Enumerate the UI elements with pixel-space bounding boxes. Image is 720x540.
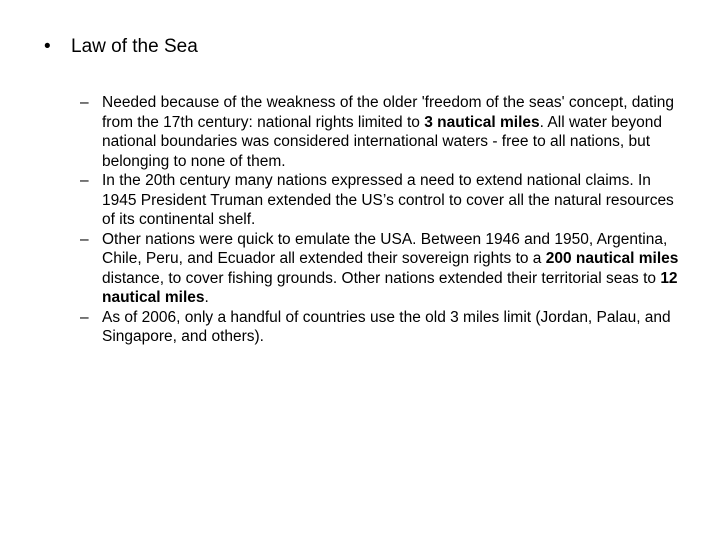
list-item bbox=[80, 171, 680, 230]
item-segment: distance, to cover fishing grounds. Other nations extended their territorial seas to bbox=[102, 269, 661, 287]
item-segment-bold: 3 nautical miles bbox=[424, 113, 540, 131]
bullet-dot: • bbox=[44, 36, 51, 57]
item-segment-bold: 12 nautical miles bbox=[102, 269, 678, 306]
dash-bullet: – bbox=[80, 230, 89, 248]
sub-bullet-list bbox=[80, 93, 680, 347]
list-item bbox=[80, 230, 680, 308]
item-segment-bold: 200 nautical miles bbox=[545, 250, 679, 267]
dash-bullet: – bbox=[80, 94, 89, 111]
item-segment: Needed because of the weakness of the older 'freedom of the seas' concept, dating from the 17th century: national rights limited to bbox=[102, 94, 675, 131]
list-item bbox=[80, 308, 680, 347]
dash-bullet: – bbox=[80, 308, 89, 326]
item-segment: As of 2006, only a handful of countries use the old 3 miles limit (Jordan, Palau, and Singapore, and others). bbox=[102, 308, 671, 345]
item-segment: In the 20th century many nations expressed a need to extend national claims. In 1945 President Truman extended the US’s control to cover all the natural resources of its continental shelf. bbox=[102, 172, 674, 228]
item-segment: . All water beyond national boundaries was considered international waters - free to all nations, but belonging to none of them. bbox=[102, 113, 663, 170]
item-segment: Other nations were quick to emulate the USA. Between 1946 and 1950, Argentina, Chile, Peru, and Ecuador all extended their sovereign rights to a bbox=[102, 230, 668, 267]
dash-bullet: – bbox=[80, 172, 89, 189]
item-segment: . bbox=[204, 289, 209, 306]
slide-heading: Law of the Sea bbox=[71, 36, 198, 57]
list-item bbox=[80, 93, 680, 171]
